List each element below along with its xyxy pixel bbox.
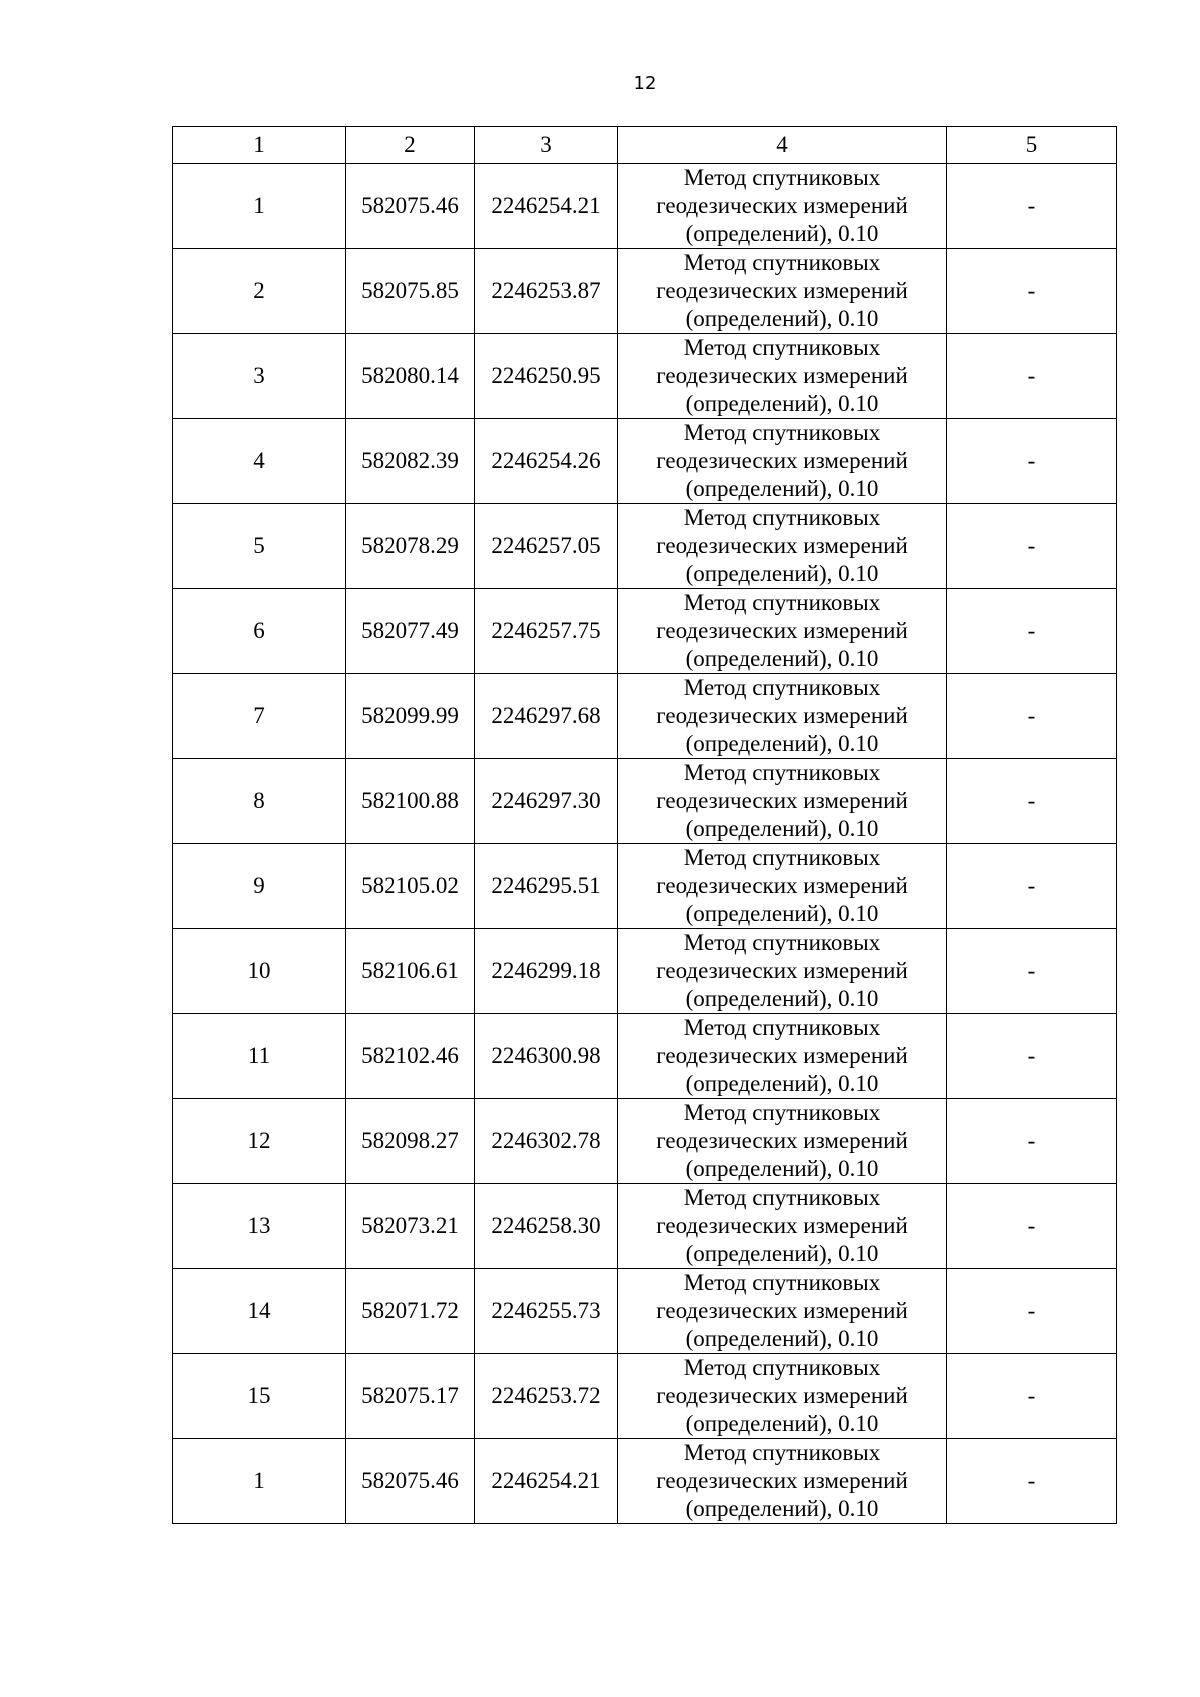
method-cell: Метод спутниковых геодезических измерений (определений), 0.10 xyxy=(618,164,947,249)
page-number: 12 xyxy=(633,73,657,94)
y-coordinate-cell: 2246300.98 xyxy=(475,1014,618,1099)
table-row xyxy=(173,164,1117,249)
table-row xyxy=(173,1354,1117,1439)
table-row xyxy=(173,929,1117,1014)
note-cell: - xyxy=(947,759,1117,844)
point-number-cell: 8 xyxy=(173,759,346,844)
point-number-cell: 11 xyxy=(173,1014,346,1099)
y-coordinate-cell: 2246297.68 xyxy=(475,674,618,759)
table-row xyxy=(173,419,1117,504)
note-cell: - xyxy=(947,249,1117,334)
method-cell: Метод спутниковых геодезических измерений (определений), 0.10 xyxy=(618,1354,947,1439)
table-row xyxy=(173,1184,1117,1269)
x-coordinate-cell: 582098.27 xyxy=(346,1099,475,1184)
note-cell: - xyxy=(947,844,1117,929)
note-cell: - xyxy=(947,674,1117,759)
point-number-cell: 13 xyxy=(173,1184,346,1269)
coordinates-table xyxy=(172,126,1117,1524)
y-coordinate-cell: 2246302.78 xyxy=(475,1099,618,1184)
point-number-cell: 14 xyxy=(173,1269,346,1354)
y-coordinate-cell: 2246257.75 xyxy=(475,589,618,674)
note-cell: - xyxy=(947,1354,1117,1439)
table-row xyxy=(173,759,1117,844)
note-cell: - xyxy=(947,589,1117,674)
table-row xyxy=(173,504,1117,589)
y-coordinate-cell: 2246253.87 xyxy=(475,249,618,334)
table-body xyxy=(173,164,1117,1524)
method-cell: Метод спутниковых геодезических измерений (определений), 0.10 xyxy=(618,334,947,419)
method-cell: Метод спутниковых геодезических измерений (определений), 0.10 xyxy=(618,419,947,504)
table-row xyxy=(173,1099,1117,1184)
point-number-cell: 2 xyxy=(173,249,346,334)
note-cell: - xyxy=(947,1439,1117,1524)
table-row xyxy=(173,1014,1117,1099)
table-row xyxy=(173,1439,1117,1524)
y-coordinate-cell: 2246299.18 xyxy=(475,929,618,1014)
method-cell: Метод спутниковых геодезических измерений (определений), 0.10 xyxy=(618,504,947,589)
method-cell: Метод спутниковых геодезических измерений (определений), 0.10 xyxy=(618,1184,947,1269)
x-coordinate-cell: 582080.14 xyxy=(346,334,475,419)
y-coordinate-cell: 2246255.73 xyxy=(475,1269,618,1354)
method-cell: Метод спутниковых геодезических измерений (определений), 0.10 xyxy=(618,1269,947,1354)
method-cell: Метод спутниковых геодезических измерений (определений), 0.10 xyxy=(618,1014,947,1099)
y-coordinate-cell: 2246250.95 xyxy=(475,334,618,419)
header-row xyxy=(173,127,1117,164)
x-coordinate-cell: 582077.49 xyxy=(346,589,475,674)
y-coordinate-cell: 2246297.30 xyxy=(475,759,618,844)
point-number-cell: 6 xyxy=(173,589,346,674)
method-cell: Метод спутниковых геодезических измерений (определений), 0.10 xyxy=(618,249,947,334)
note-cell: - xyxy=(947,334,1117,419)
method-cell: Метод спутниковых геодезических измерений (определений), 0.10 xyxy=(618,1099,947,1184)
x-coordinate-cell: 582075.85 xyxy=(346,249,475,334)
point-number-cell: 15 xyxy=(173,1354,346,1439)
x-coordinate-cell: 582100.88 xyxy=(346,759,475,844)
method-cell: Метод спутниковых геодезических измерений (определений), 0.10 xyxy=(618,674,947,759)
point-number-cell: 12 xyxy=(173,1099,346,1184)
method-cell: Метод спутниковых геодезических измерений (определений), 0.10 xyxy=(618,759,947,844)
note-cell: - xyxy=(947,504,1117,589)
y-coordinate-cell: 2246258.30 xyxy=(475,1184,618,1269)
x-coordinate-cell: 582075.17 xyxy=(346,1354,475,1439)
point-number-cell: 3 xyxy=(173,334,346,419)
point-number-cell: 5 xyxy=(173,504,346,589)
point-number-cell: 9 xyxy=(173,844,346,929)
point-number-cell: 7 xyxy=(173,674,346,759)
point-number-cell: 1 xyxy=(173,1439,346,1524)
note-cell: - xyxy=(947,419,1117,504)
method-cell: Метод спутниковых геодезических измерений (определений), 0.10 xyxy=(618,929,947,1014)
x-coordinate-cell: 582073.21 xyxy=(346,1184,475,1269)
table-header xyxy=(173,127,1117,164)
y-coordinate-cell: 2246253.72 xyxy=(475,1354,618,1439)
y-coordinate-cell: 2246254.21 xyxy=(475,164,618,249)
header-cell-1: 1 xyxy=(173,127,346,164)
note-cell: - xyxy=(947,1014,1117,1099)
table-row xyxy=(173,674,1117,759)
table-row xyxy=(173,334,1117,419)
x-coordinate-cell: 582099.99 xyxy=(346,674,475,759)
x-coordinate-cell: 582105.02 xyxy=(346,844,475,929)
table-row xyxy=(173,249,1117,334)
x-coordinate-cell: 582075.46 xyxy=(346,164,475,249)
point-number-cell: 10 xyxy=(173,929,346,1014)
x-coordinate-cell: 582082.39 xyxy=(346,419,475,504)
x-coordinate-cell: 582075.46 xyxy=(346,1439,475,1524)
note-cell: - xyxy=(947,1099,1117,1184)
method-cell: Метод спутниковых геодезических измерений (определений), 0.10 xyxy=(618,1439,947,1524)
x-coordinate-cell: 582071.72 xyxy=(346,1269,475,1354)
x-coordinate-cell: 582106.61 xyxy=(346,929,475,1014)
note-cell: - xyxy=(947,164,1117,249)
header-cell-3: 3 xyxy=(475,127,618,164)
method-cell: Метод спутниковых геодезических измерений (определений), 0.10 xyxy=(618,589,947,674)
y-coordinate-cell: 2246257.05 xyxy=(475,504,618,589)
table-row xyxy=(173,844,1117,929)
y-coordinate-cell: 2246254.21 xyxy=(475,1439,618,1524)
table-row xyxy=(173,589,1117,674)
note-cell: - xyxy=(947,1269,1117,1354)
y-coordinate-cell: 2246295.51 xyxy=(475,844,618,929)
x-coordinate-cell: 582078.29 xyxy=(346,504,475,589)
method-cell: Метод спутниковых геодезических измерений (определений), 0.10 xyxy=(618,844,947,929)
note-cell: - xyxy=(947,929,1117,1014)
note-cell: - xyxy=(947,1184,1117,1269)
table-row xyxy=(173,1269,1117,1354)
point-number-cell: 4 xyxy=(173,419,346,504)
x-coordinate-cell: 582102.46 xyxy=(346,1014,475,1099)
y-coordinate-cell: 2246254.26 xyxy=(475,419,618,504)
header-cell-4: 4 xyxy=(618,127,947,164)
header-cell-2: 2 xyxy=(346,127,475,164)
point-number-cell: 1 xyxy=(173,164,346,249)
header-cell-5: 5 xyxy=(947,127,1117,164)
